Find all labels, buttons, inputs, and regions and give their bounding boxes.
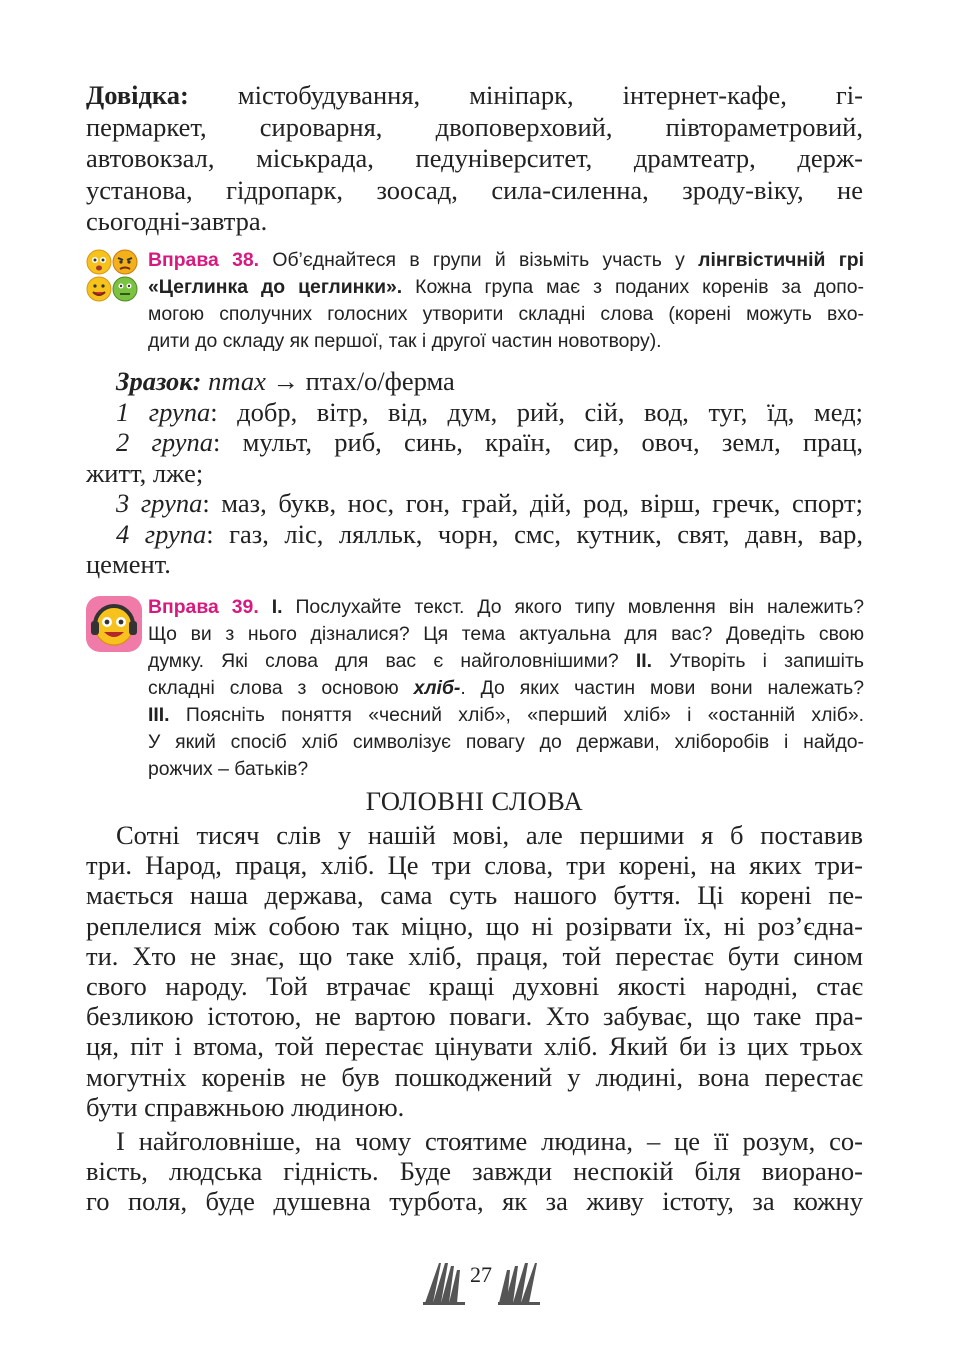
arrow-icon: →: [272, 366, 299, 396]
exercise-text: . До яких частин мови вони належать?: [460, 677, 865, 699]
main-text: [86, 820, 863, 1217]
exercise-text: У який спосіб хліб символізує повагу до держави, хліборобів і найдо-: [148, 731, 864, 753]
text-line: ти. Хто не знає, що таке хліб, праця, той перестає бути сином: [86, 940, 863, 971]
task-numeral: III.: [148, 704, 170, 726]
example-word: птах: [208, 366, 266, 396]
groups-block: [86, 366, 863, 580]
text-line: Сотні тисяч слів у нашій мові, але першими я б поставив: [116, 820, 863, 850]
exercise-text: Послухайте текст. До якого типу мовлення він належить?: [295, 596, 864, 618]
exercise-text: думку. Які слова для вас є найголовнішими?: [148, 650, 619, 672]
reference-line: сьогодні-завтра.: [86, 206, 268, 236]
group-roots: : добр, вітр, від, дум, рий, сій, вод, туг, їд, мед;: [210, 396, 863, 427]
reference-line: пермаркет, сироварня, двоповерховий, півтораметровий,: [86, 111, 863, 142]
reference-line: установа, гідропарк, зоосад, сила-силенна, зроду-віку, не: [86, 174, 863, 205]
reference-line: містобудування, мініпарк, інтернет-кафе, гі-: [237, 80, 863, 110]
group-roots: : мульт, риб, синь, країн, сир, овоч, земл, прац,: [213, 427, 863, 457]
emoji-headphones-icon: [85, 595, 143, 653]
example-result: птах/о/ферма: [305, 366, 455, 396]
task-numeral: II.: [635, 650, 653, 672]
group-name: 2 група: [116, 427, 214, 457]
exercise-text: Кожна група має з поданих коренів за допо-: [415, 276, 864, 298]
text-line: го поля, буде душевна турбота, як за живу істоту, за кожну: [86, 1186, 863, 1217]
text-line: безликою істотою, не вартою поваги. Хто забуває, що таке пра-: [86, 1001, 863, 1032]
group-line: житт, лже;: [86, 457, 204, 488]
text-line: реплелися між собою так міцно, що ні розірвати їх, ні роз’єдна-: [86, 910, 863, 941]
reference-paragraph: [86, 80, 863, 238]
reference-label: Довідка:: [86, 80, 189, 110]
text-line: І найголовніше, на чому стоятиме людина, – це її розум, со-: [116, 1126, 863, 1157]
text-line: мається наша держава, сама суть нашого буття. Ці корені пе-: [86, 880, 863, 911]
exercise-text: могою сполучних голосних утворити складні слова (корені можуть вхо-: [148, 303, 864, 325]
text-line: вість, людська гідність. Буде завжди неспокій біля виорано-: [86, 1156, 863, 1187]
exercise-text: складні слова з основою: [148, 677, 399, 699]
exercise-38: [148, 247, 864, 355]
exercise-text: Що ви з нього дізналися? Ця тема актуальна для вас? Доведіть свою: [148, 623, 864, 645]
exercise-text: рожчих – батьків?: [148, 758, 309, 780]
text-line: ця, піт і втома, той перестає цінувати хліб. Який би із цих трьох: [86, 1031, 863, 1062]
group-roots: : маз, букв, нос, гон, грай, дій, род, вірш, гречк, спорт;: [202, 488, 863, 518]
text-line: бути справжньою людиною.: [86, 1091, 405, 1122]
exercise-bold-text: «Цеглинка до цеглинки».: [148, 276, 403, 298]
group-name: 1 група: [116, 396, 211, 427]
reference-line: автовокзал, міськрада, педуніверситет, драмтеатр, держ-: [86, 143, 863, 173]
exercise-text: Утворіть і запишіть: [669, 650, 864, 672]
emoji-group-icon: [85, 248, 141, 304]
group-line: цемент.: [86, 549, 171, 579]
example-label: Зразок:: [116, 366, 202, 396]
group-line: [86, 519, 863, 550]
group-line: [86, 488, 863, 519]
group-name: 3 група: [116, 488, 203, 518]
exercise-bold-text: лінгвістичній грі: [698, 249, 865, 271]
exercise-bold-italic-word: хліб-: [413, 677, 461, 699]
exercise-number: Вправа 38.: [148, 249, 260, 271]
group-line: [86, 397, 863, 428]
example-line: [86, 366, 863, 397]
text-title: ГОЛОВНІ СЛОВА: [365, 786, 584, 816]
text-line: могутніх коренів не був пошкоджений у людині, вона перестає: [86, 1061, 863, 1092]
exercise-text: дити до складу як першої, так і другої частин новотвору).: [148, 330, 662, 352]
exercise-text: Об’єднайтеся в групи й візьміть участь у: [272, 249, 685, 271]
exercise-text: Поясніть поняття «чесний хліб», «перший хліб» і «останній хліб».: [185, 704, 865, 726]
group-roots: : газ, ліс, лялльк, чорн, смс, кутник, свят, давн, вар,: [206, 518, 863, 549]
page-number: 27: [470, 1262, 492, 1287]
text-line: три. Народ, праця, хліб. Це три слова, три корені, на яких три-: [86, 850, 863, 881]
task-numeral: I.: [271, 596, 283, 618]
group-name: 4 група: [116, 518, 207, 549]
group-line: [86, 427, 863, 458]
exercise-39: [148, 594, 864, 783]
text-line: свого народу. Той втрачає кращі духовні якості народні, стає: [86, 971, 863, 1002]
exercise-number: Вправа 39.: [148, 596, 259, 618]
